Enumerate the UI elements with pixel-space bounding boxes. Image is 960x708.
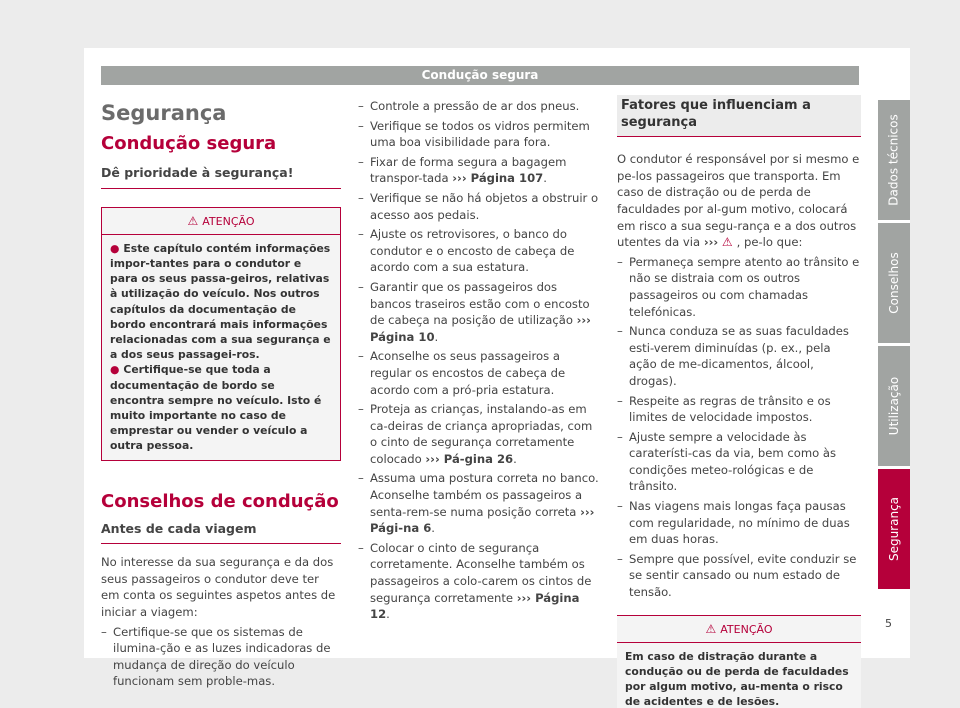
- bullet-icon: ●: [110, 241, 120, 255]
- list-item: – Proteja as crianças, instalando-as em ca-deiras de criança apropriadas, com o cinto de segurança corretamente colocado ››› Pá-gina 26.: [358, 401, 602, 467]
- tab-seguranca[interactable]: Segurança: [878, 469, 910, 589]
- page-ref-link[interactable]: ››› Pági-na 6: [370, 504, 595, 536]
- bullet-icon: ●: [110, 363, 120, 377]
- checklist: [101, 624, 341, 690]
- list-item: – Verifique se todos os vidros permitem uma boa visibilidade para fora.: [358, 118, 602, 151]
- warning-triangle-icon: ⚠: [721, 235, 733, 250]
- list-item: – Respeite as regras de trânsito e os limites de velocidade impostos.: [617, 393, 861, 426]
- column-3: [617, 95, 861, 708]
- warning-item: ● Certifique-se que toda a documentação de bordo se encontra sempre no veículo. Isto é muito importante no caso de emprestar ou vender o veículo a outra pessoa.: [110, 363, 322, 453]
- warning-box-2: [617, 615, 861, 708]
- section-title-2: Conselhos de condução: [101, 490, 339, 512]
- list-item: – Fixar de forma segura a bagagem transpor-tada ››› Página 107.: [358, 154, 602, 187]
- list-item: – Verifique se não há objetos a obstruir o acesso aos pedais.: [358, 190, 602, 223]
- intro-paragraph-3: O condutor é responsável por si mesmo e pe-los passageiros que transporta. Em caso de distração ou de perda de faculdades por al-gum motivo, colocará em risco a sua segu-rança e a dos outros utentes da via ››› ⚠ , pe-lo que:: [617, 152, 860, 250]
- safety-list: [617, 254, 861, 601]
- page-ref-link[interactable]: ›››: [703, 235, 719, 250]
- column-1: [101, 95, 341, 690]
- section-title-3: Fatores que influenciam a segurança: [617, 95, 861, 137]
- list-item: – Aconselhe os seus passageiros a regular os encostos de cabeça de acordo com a pró-pria estatura.: [358, 348, 602, 398]
- chapter-title: Segurança: [101, 101, 227, 125]
- page-ref-link[interactable]: ››› Pá-gina 26: [425, 451, 514, 466]
- page-ref-link[interactable]: ››› Página 10: [370, 313, 591, 344]
- page-number: 5: [885, 617, 892, 630]
- warning-box: [101, 207, 341, 461]
- subsection-title-2: Antes de cada viagem: [101, 521, 341, 545]
- subsection-title: Dê prioridade à segurança!: [101, 165, 341, 189]
- page-header: Condução segura: [101, 66, 859, 85]
- list-item: – Certifique-se que os sistemas de ilumina-ção e as luzes indicadoras de mudança de direção do veículo funcionam sem proble-mas.: [101, 624, 341, 690]
- warning-triangle-icon: ⚠: [187, 213, 199, 228]
- list-item: – Sempre que possível, evite conduzir se se sentir cansado ou num estado de tensão.: [617, 551, 861, 601]
- tab-conselhos[interactable]: Conselhos: [878, 223, 910, 343]
- warning-title-2: ⚠ ATENÇÃO: [617, 616, 861, 643]
- list-item: – Assuma uma postura correta no banco. Aconselhe também os passageiros a senta-rem-se numa posição correta ››› Pági-na 6.: [358, 470, 602, 536]
- warning-triangle-icon: ⚠: [705, 621, 717, 636]
- tab-utilizacao[interactable]: Utilização: [878, 346, 910, 466]
- warning-text: Em caso de distração durante a condução ou de perda de faculdades por algum motivo, au-menta o risco de acidentes e de lesões.: [625, 649, 849, 708]
- warning-item: ● Este capítulo contém informações impor-tantes para o condutor e para os seus passa-geiros, relativas à utilização do veículo. Nos outros capítulos da documentação de bordo encontrará mais informações relacionadas com a sua segurança e a dos seus passagei-ros.: [110, 241, 331, 362]
- list-item: – Controle a pressão de ar dos pneus.: [358, 98, 602, 115]
- column-2: [358, 95, 602, 623]
- warning-title: ⚠ ATENÇÃO: [102, 208, 340, 235]
- list-item: – Nunca conduza se as suas faculdades esti-verem diminuídas (p. ex., pela ação de me-dicamentos, álcool, drogas).: [617, 323, 861, 389]
- list-item: – Colocar o cinto de segurança corretamente. Aconselhe também os passageiros a colo-carem os cintos de segurança corretamente ››› Página 12.: [358, 540, 602, 623]
- list-item: – Ajuste os retrovisores, o banco do condutor e o encosto de cabeça de acordo com a sua estatura.: [358, 226, 602, 276]
- section-title: Condução segura: [101, 133, 277, 154]
- intro-paragraph: No interesse da sua segurança e da dos seus passageiros o condutor deve ter em conta os seguintes aspetos antes de iniciar a viagem:: [101, 555, 336, 620]
- tab-dados-tecnicos[interactable]: Dados técnicos: [878, 100, 910, 220]
- list-item: – Garantir que os passageiros dos bancos traseiros estão com o encosto de cabeça na posição de utilização ››› Página 10.: [358, 279, 602, 345]
- list-item: – Permaneça sempre atento ao trânsito e não se distraia com os outros passageiros ou com chamadas telefónicas.: [617, 254, 861, 320]
- list-item: – Ajuste sempre a velocidade às caraterísti-cas da via, bem como às condições meteo-rológicas e de trânsito.: [617, 429, 861, 495]
- page-ref-link[interactable]: ››› Página 107: [452, 171, 544, 186]
- checklist-continued: [358, 98, 602, 623]
- list-item: – Nas viagens mais longas faça pausas com regularidade, no mínimo de duas em duas horas.: [617, 498, 861, 548]
- page-ref-link[interactable]: ››› Página 12: [370, 590, 580, 622]
